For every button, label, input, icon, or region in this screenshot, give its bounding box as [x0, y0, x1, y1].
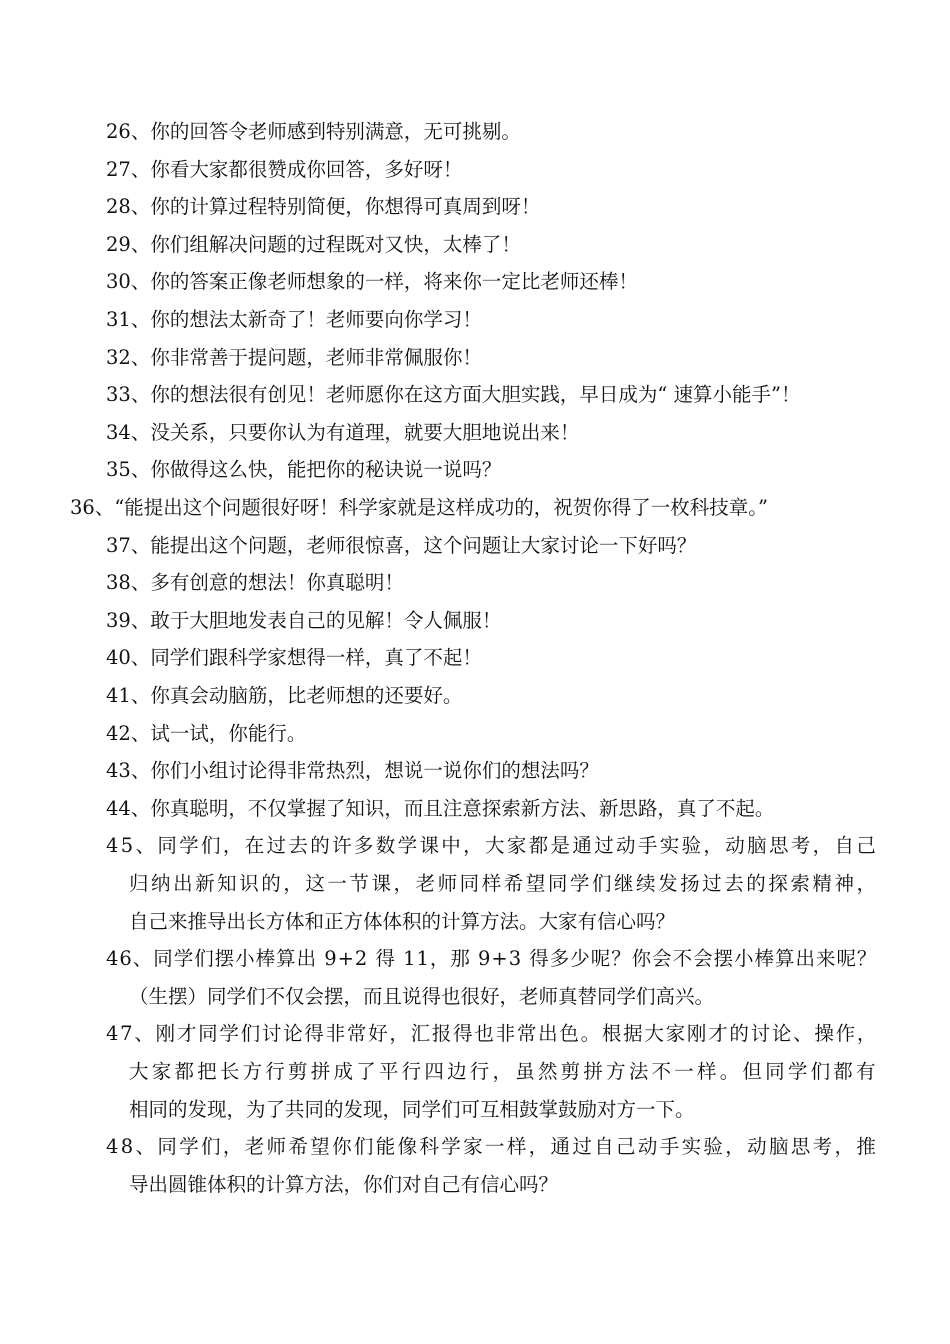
list-item: 28、你的计算过程特别简便，你想得可真周到呀！: [106, 195, 541, 219]
list-item: 44、你真聪明，不仅掌握了知识，而且注意探索新方法、新思路，真了不起。: [106, 796, 775, 820]
list-item-continuation: （生摆）同学们不仅会摆，而且说得也很好，老师真替同学们高兴。: [129, 984, 715, 1008]
list-item: 35、你做得这么快，能把你的秘诀说一说吗？: [106, 458, 502, 482]
list-item-continuation: 自己来推导出长方体和正方体体积的计算方法。大家有信心吗？: [129, 909, 676, 933]
list-item-continuation: 大家都把长方行剪拼成了平行四边行，虽然剪拼方法不一样。但同学们都有: [129, 1060, 879, 1083]
list-item: 36、“能提出这个问题很好呀！科学家就是这样成功的，祝贺你得了一枚科技章。”: [70, 496, 769, 519]
list-item: 39、敢于大胆地发表自己的见解！令人佩服！: [106, 608, 502, 632]
list-item: 33、你的想法很有创见！老师愿你在这方面大胆实践，早日成为“ 速算小能手”！: [106, 383, 801, 407]
list-item: 38、多有创意的想法！你真聪明！: [106, 571, 404, 595]
list-item: 32、你非常善于提问题，老师非常佩服你！: [106, 345, 482, 369]
list-item: 30、你的答案正像老师想象的一样，将来你一定比老师还棒！: [106, 270, 638, 294]
list-item: 27、你看大家都很赞成你回答，多好呀！: [106, 157, 463, 181]
list-item: 42、试一试，你能行。: [106, 721, 307, 745]
list-item: 40、同学们跟科学家想得一样，真了不起！: [106, 646, 482, 670]
list-item: 29、你们组解决问题的过程既对又快，太棒了！: [106, 232, 521, 256]
list-item: 26、你的回答令老师感到特别满意，无可挑剔。: [106, 120, 521, 143]
list-item: 47、刚才同学们讨论得非常好，汇报得也非常出色。根据大家刚才的讨论、操作，: [106, 1022, 879, 1046]
list-item-continuation: 相同的发现，为了共同的发现，同学们可互相鼓掌鼓励对方一下。: [129, 1097, 695, 1121]
list-item: 48、同学们，老师希望你们能像科学家一样，通过自己动手实验，动脑思考，推: [106, 1135, 879, 1159]
list-item: 37、能提出这个问题，老师很惊喜，这个问题让大家讨论一下好吗？: [106, 533, 697, 557]
list-item: 34、没关系，只要你认为有道理，就要大胆地说出来！: [106, 420, 580, 444]
list-item: 41、你真会动脑筋，比老师想的还要好。: [106, 684, 463, 707]
list-item-continuation: 归纳出新知识的，这一节课，老师同样希望同学们继续发扬过去的探索精神，: [129, 872, 879, 895]
list-item: 45、同学们，在过去的许多数学课中，大家都是通过动手实验，动脑思考，自己: [106, 834, 879, 858]
list-item: 46、同学们摆小棒算出 9+2 得 11，那 9+3 得多少呢？你会不会摆小棒算出来呢？: [106, 947, 878, 971]
list-item: 31、你的想法太新奇了！老师要向你学习！: [106, 308, 482, 331]
list-item-continuation: 导出圆锥体积的计算方法，你们对自己有信心吗？: [129, 1172, 559, 1196]
list-item: 43、你们小组讨论得非常热烈，想说一说你们的想法吗？: [106, 759, 599, 783]
